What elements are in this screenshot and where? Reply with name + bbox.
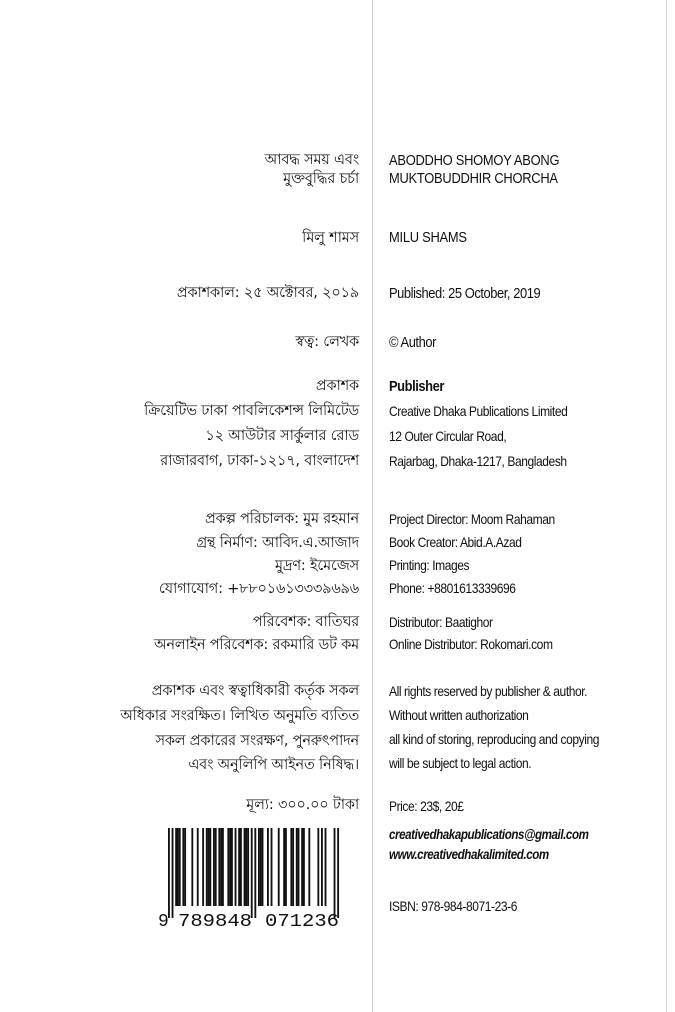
english-column — [389, 0, 669, 1012]
barcode-bar — [227, 828, 229, 906]
en-rights-line2: Without written authorization — [389, 707, 529, 723]
en-publisher-name: Creative Dhaka Publications Limited — [389, 403, 568, 419]
barcode-bar — [247, 828, 249, 906]
bn-published-date: প্রকাশকাল: ২৫ অক্টোবর, ২০১৯ — [176, 285, 359, 301]
en-copyright: © Author — [389, 334, 436, 351]
barcode-bar — [191, 828, 193, 906]
barcode-bar — [262, 828, 264, 906]
barcode-bar — [271, 828, 273, 906]
barcode-bar — [175, 828, 177, 906]
en-phone: Phone: +8801613339696 — [389, 580, 516, 596]
barcode-bar — [337, 828, 339, 918]
bn-publisher-name: ক্রিয়েটিভ ঢাকা পাবলিকেশন্স লিমিটেড — [144, 403, 359, 419]
barcode-bar — [308, 828, 310, 906]
barcode-bar — [202, 828, 204, 906]
bn-title-line1: আবদ্ধ সময় এবং — [264, 152, 359, 168]
barcode-bar — [168, 828, 170, 918]
bn-online-distributor: অনলাইন পরিবেশক: রকমারি ডট কম — [154, 637, 359, 653]
barcode-bar — [238, 828, 240, 906]
barcode-bar — [267, 828, 269, 906]
bn-phone: যোগাযোগ: +৮৮০১৬১৩৩৩৯৬৯৬ — [158, 581, 359, 597]
barcode-bar — [292, 828, 294, 906]
barcode-bar — [296, 828, 298, 906]
en-book-creator: Book Creator: Abid.A.Azad — [389, 534, 522, 550]
barcode-bar — [206, 828, 208, 906]
en-rights-line3: all kind of storing, reproducing and copying — [389, 731, 599, 747]
en-distributor: Distributor: Baatighor — [389, 614, 493, 630]
bn-project-director: প্রকল্প পরিচালক: মুম রহমান — [205, 511, 359, 527]
bn-rights-line1: প্রকাশক এবং স্বত্বাধিকারী কর্তৃক সকল — [151, 683, 359, 699]
bn-publisher-heading: প্রকাশক — [315, 378, 359, 394]
barcode-bar — [321, 828, 323, 906]
barcode-bar — [229, 828, 231, 906]
en-address-line2: Rajarbag, Dhaka-1217, Bangladesh — [389, 453, 567, 469]
barcode-bar — [209, 828, 211, 906]
bn-copyright: স্বত্ব: লেখক — [295, 334, 359, 350]
bn-book-creator: গ্রন্থ নির্মাণ: আবিদ.এ.আজাদ — [196, 535, 359, 551]
barcode-bar — [244, 828, 246, 906]
barcode-bar — [260, 828, 262, 906]
en-website: www.creativedhakalimited.com — [389, 847, 549, 862]
bn-distributor: পরিবেশক: বাতিঘর — [252, 614, 359, 630]
barcode-bar — [278, 828, 280, 906]
barcode-bar — [283, 828, 285, 906]
barcode-bar — [215, 828, 217, 906]
barcode-bar — [177, 828, 179, 906]
barcode-bar — [254, 828, 256, 918]
en-email: creativedhakapublications@gmail.com — [389, 827, 589, 842]
barcode-bar — [325, 828, 327, 906]
bn-rights-line3: সকল প্রকারের সংরক্ষণ, পুনরুৎপাদন — [155, 733, 359, 749]
barcode-bar — [258, 828, 260, 906]
en-publisher-heading: Publisher — [389, 378, 444, 395]
barcode-digits-left: 789848 — [178, 912, 252, 928]
bn-printing: মুদ্রণ: ইমেজেস — [275, 558, 359, 574]
barcode-bar — [197, 828, 199, 906]
barcode-bar — [208, 828, 210, 906]
barcode-bar — [235, 828, 237, 906]
bn-address-line1: ১২ আউটার সার্কুলার রোড — [205, 428, 359, 444]
en-isbn: ISBN: 978-984-8071-23-6 — [389, 898, 517, 914]
barcode-bars — [168, 828, 339, 918]
barcode-bar — [222, 828, 224, 906]
en-project-director: Project Director: Moom Rahaman — [389, 511, 555, 527]
barcode-bar — [285, 828, 287, 906]
page-gutter-line — [372, 0, 373, 1012]
barcode-bar — [301, 828, 303, 906]
barcode-bar — [231, 828, 233, 906]
bn-title-line2: মুক্তবুদ্ধির চর্চা — [283, 171, 359, 187]
barcode-bar — [298, 828, 300, 906]
barcode-bar — [245, 828, 247, 906]
en-title-line1: ABODDHO SHOMOY ABONG — [389, 152, 560, 169]
en-online-distributor: Online Distributor: Rokomari.com — [389, 636, 553, 652]
barcode-digit-first: 9 — [158, 912, 169, 928]
barcode-bar — [172, 828, 174, 918]
barcode-digits-right: 071236 — [265, 912, 339, 928]
en-price: Price: 23$, 20£ — [389, 798, 464, 814]
bn-rights-line2: অধিকার সংরক্ষিত। লিখিত অনুমতি ব্যতিত — [120, 708, 359, 724]
en-printing: Printing: Images — [389, 557, 470, 573]
barcode-bar — [317, 828, 319, 906]
barcode-bar — [303, 828, 305, 906]
barcode-bar — [334, 828, 336, 918]
bn-price: মূল্য: ৩০০.০০ টাকা — [246, 797, 359, 813]
barcode-bar — [251, 828, 253, 918]
bn-author: মিলু শামস — [302, 230, 359, 246]
barcode-bar — [240, 828, 242, 906]
isbn-barcode — [158, 828, 353, 928]
barcode-bar — [213, 828, 215, 906]
en-title-line2: MUKTOBUDDHIR CHORCHA — [389, 170, 558, 187]
barcode-bar — [182, 828, 184, 906]
barcode-bar — [290, 828, 292, 906]
barcode-bar — [179, 828, 181, 906]
en-rights-line4: will be subject to legal action. — [389, 755, 532, 771]
barcode-bar — [218, 828, 220, 906]
en-author: MILU SHAMS — [389, 229, 467, 246]
bn-rights-line4: এবং অনুলিপি আইনত নিষিদ্ধ। — [188, 757, 359, 773]
barcode-bar — [184, 828, 186, 906]
en-rights-line1: All rights reserved by publisher & author. — [389, 683, 588, 699]
en-address-line1: 12 Outer Circular Road, — [389, 428, 507, 444]
barcode-bar — [220, 828, 222, 906]
en-published-date: Published: 25 October, 2019 — [389, 285, 541, 302]
bn-address-line2: রাজারবাগ, ঢাকা-১২১৭, বাংলাদেশ — [160, 453, 359, 469]
